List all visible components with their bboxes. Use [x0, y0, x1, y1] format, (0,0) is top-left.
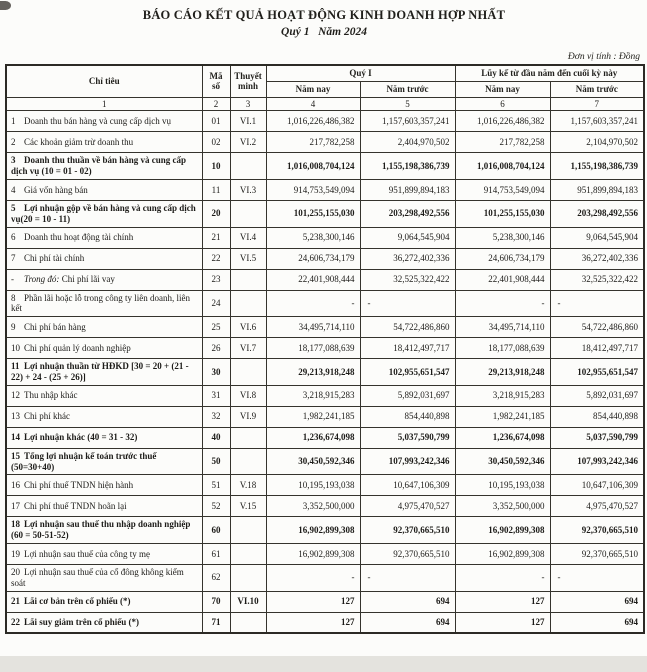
row-label-text: Chi phí quản lý doanh nghiệp — [24, 342, 131, 353]
row-value: 127 — [455, 591, 550, 612]
row-label — [6, 132, 202, 153]
row-value: 854,440,898 — [550, 406, 644, 427]
row-value: 914,753,549,094 — [266, 179, 360, 200]
row-note: VI.8 — [230, 385, 266, 406]
row-code: 01 — [202, 111, 230, 132]
row-value: 1,016,008,704,124 — [266, 153, 360, 180]
row-code: 50 — [202, 448, 230, 475]
row-label-text: Doanh thu bán hàng và cung cấp dịch vụ — [24, 115, 171, 126]
row-value: 107,993,242,346 — [550, 448, 644, 475]
row-note — [230, 427, 266, 448]
row-number: 4 — [11, 184, 16, 195]
row-code: 11 — [202, 179, 230, 200]
row-value: 29,213,918,248 — [455, 359, 550, 386]
table-row — [6, 496, 644, 517]
row-number: 8 — [11, 292, 16, 303]
row-value: 24,606,734,179 — [266, 248, 360, 269]
income-statement-table — [5, 64, 645, 634]
row-code: 10 — [202, 153, 230, 180]
row-label — [6, 179, 202, 200]
row-note — [230, 359, 266, 386]
row-value: 694 — [550, 591, 644, 612]
row-value: 92,370,665,510 — [550, 543, 644, 564]
row-code: 22 — [202, 248, 230, 269]
row-label — [6, 290, 202, 317]
row-number: 13 — [11, 411, 20, 422]
row-note: V.18 — [230, 475, 266, 496]
row-code: 20 — [202, 200, 230, 227]
row-label-text: Lãi cơ bản trên cổ phiếu (*) — [24, 596, 131, 607]
row-value: 36,272,402,336 — [550, 248, 644, 269]
row-code: 24 — [202, 290, 230, 317]
row-label — [6, 475, 202, 496]
row-note: VI.1 — [230, 111, 266, 132]
row-label-text: Chi phí thuế TNDN hoãn lại — [24, 500, 127, 511]
row-code: 70 — [202, 591, 230, 612]
row-value: 5,238,300,146 — [455, 227, 550, 248]
table-row — [6, 612, 644, 633]
row-value: 34,495,714,110 — [455, 317, 550, 338]
table-row — [6, 111, 644, 132]
column-number: 5 — [360, 97, 455, 111]
header-prior-year-quarter: Năm trước — [360, 81, 455, 97]
row-value: 18,177,088,639 — [266, 338, 360, 359]
header-criteria: Chỉ tiêu — [6, 65, 202, 97]
row-value: 5,238,300,146 — [266, 227, 360, 248]
row-number: 7 — [11, 253, 16, 264]
row-value: - — [455, 564, 550, 591]
row-value: 4,975,470,527 — [550, 496, 644, 517]
header-current-year-cumulative: Năm nay — [455, 81, 550, 97]
row-value: 92,370,665,510 — [360, 543, 455, 564]
row-number: 10 — [11, 342, 20, 353]
row-label — [6, 317, 202, 338]
row-value: 203,298,492,556 — [360, 200, 455, 227]
row-value: 3,352,500,000 — [266, 496, 360, 517]
row-code: 23 — [202, 269, 230, 290]
row-value: 102,955,651,547 — [550, 359, 644, 386]
row-label-text: Chi phí tài chính — [24, 253, 85, 264]
row-label — [6, 227, 202, 248]
row-number: 6 — [11, 232, 16, 243]
table-row — [6, 248, 644, 269]
row-number: 9 — [11, 321, 16, 332]
row-label — [6, 269, 202, 290]
row-label-text: Doanh thu thuần về bán hàng và cung cấp dịch vụ (10 = 01 - 02) — [11, 155, 187, 177]
row-label-text: Thu nhập khác — [24, 390, 78, 401]
row-number: 19 — [11, 548, 20, 559]
row-label-text: Giá vốn hàng bán — [24, 184, 88, 195]
table-row — [6, 448, 644, 475]
row-label-text: Chi phí bán hàng — [24, 321, 86, 332]
row-value: 217,782,258 — [266, 132, 360, 153]
row-code: 21 — [202, 227, 230, 248]
row-label-text: Lợi nhuận gộp về bán hàng và cung cấp dịch vụ(20 = 10 - 11) — [11, 202, 196, 224]
row-note — [230, 612, 266, 633]
row-note: VI.4 — [230, 227, 266, 248]
row-value: 951,899,894,183 — [360, 179, 455, 200]
table-row — [6, 591, 644, 612]
row-note: V.15 — [230, 496, 266, 517]
table-row — [6, 564, 644, 591]
row-label-text: Lợi nhuận thuần từ HĐKD [30 = 20 + (21 - 22) + 24 - (25 + 26)] — [11, 361, 189, 382]
table-row — [6, 179, 644, 200]
row-label — [6, 248, 202, 269]
row-value: 3,352,500,000 — [455, 496, 550, 517]
header-code: Mã số — [202, 65, 230, 97]
row-value: 3,218,915,283 — [266, 385, 360, 406]
row-value: 34,495,714,110 — [266, 317, 360, 338]
table-row — [6, 427, 644, 448]
row-note — [230, 448, 266, 475]
row-note — [230, 543, 266, 564]
row-code: 25 — [202, 317, 230, 338]
row-value: 1,157,603,357,241 — [360, 111, 455, 132]
row-value: 16,902,899,308 — [266, 517, 360, 544]
row-value: 10,647,106,309 — [550, 475, 644, 496]
column-number: 3 — [230, 97, 266, 111]
row-value: 1,236,674,098 — [455, 427, 550, 448]
row-value: 30,450,592,346 — [266, 448, 360, 475]
row-number: 3 — [11, 155, 16, 166]
row-number: 1 — [11, 115, 16, 126]
row-value: 1,157,603,357,241 — [550, 111, 644, 132]
row-label-text: Tổng lợi nhuận kế toán trước thuế (50=30+40) — [11, 450, 157, 472]
table-row — [6, 290, 644, 317]
row-value: 10,647,106,309 — [360, 475, 455, 496]
row-note: VI.2 — [230, 132, 266, 153]
row-label-text: Các khoản giảm trừ doanh thu — [24, 136, 134, 147]
row-value: - — [455, 290, 550, 317]
row-code: 61 — [202, 543, 230, 564]
row-number: 18 — [11, 519, 20, 530]
scan-bottom-margin — [0, 656, 647, 672]
row-label-text: Doanh thu hoạt động tài chính — [24, 232, 134, 243]
table-row — [6, 475, 644, 496]
row-label — [6, 543, 202, 564]
row-value: 1,016,226,486,382 — [455, 111, 550, 132]
row-number: 21 — [11, 596, 20, 607]
row-value: 4,975,470,527 — [360, 496, 455, 517]
row-value: 16,902,899,308 — [455, 517, 550, 544]
row-label-text: Lợi nhuận sau thuế của công ty mẹ — [24, 548, 150, 559]
row-note: VI.9 — [230, 406, 266, 427]
row-number: 15 — [11, 450, 20, 461]
row-value: 92,370,665,510 — [550, 517, 644, 544]
row-value: 32,525,322,422 — [360, 269, 455, 290]
table-row — [6, 200, 644, 227]
row-code: 26 — [202, 338, 230, 359]
row-number: 22 — [11, 616, 20, 627]
unit-label: Đơn vị tính : Đồng — [567, 52, 640, 62]
row-value: 36,272,402,336 — [360, 248, 455, 269]
row-value: 3,218,915,283 — [455, 385, 550, 406]
table-row — [6, 153, 644, 180]
report-title: BÁO CÁO KẾT QUẢ HOẠT ĐỘNG KINH DOANH HỢP NHẤT — [142, 8, 506, 22]
header-prior-year-cumulative: Năm trước — [550, 81, 644, 97]
table-header — [6, 65, 644, 111]
row-value: 694 — [360, 612, 455, 633]
row-value: 127 — [455, 612, 550, 633]
row-value: 127 — [266, 591, 360, 612]
row-label — [6, 359, 202, 386]
row-code: 60 — [202, 517, 230, 544]
row-label — [6, 591, 202, 612]
row-value: 18,412,497,717 — [360, 338, 455, 359]
row-code: 32 — [202, 406, 230, 427]
row-label-text: Chi phí thuế TNDN hiện hành — [24, 479, 134, 490]
row-value: 9,064,545,904 — [360, 227, 455, 248]
row-value: 101,255,155,030 — [266, 200, 360, 227]
table-row — [6, 359, 644, 386]
table-row — [6, 269, 644, 290]
column-number-row — [6, 97, 644, 111]
table-row — [6, 517, 644, 544]
row-code: 30 — [202, 359, 230, 386]
row-value: 1,155,198,386,739 — [360, 153, 455, 180]
row-number: - — [11, 274, 14, 285]
row-value: 694 — [550, 612, 644, 633]
row-value: - — [266, 564, 360, 591]
row-value: 1,982,241,185 — [455, 406, 550, 427]
row-value: 5,892,031,697 — [550, 385, 644, 406]
header-current-year-quarter: Năm nay — [266, 81, 360, 97]
row-code: 02 — [202, 132, 230, 153]
row-label-text: Lợi nhuận khác (40 = 31 - 32) — [24, 432, 138, 443]
row-value: 2,104,970,502 — [550, 132, 644, 153]
row-value: 1,982,241,185 — [266, 406, 360, 427]
row-value: - — [550, 564, 644, 591]
row-label — [6, 427, 202, 448]
row-value: - — [266, 290, 360, 317]
row-code: 62 — [202, 564, 230, 591]
row-value: 5,892,031,697 — [360, 385, 455, 406]
table-row — [6, 227, 644, 248]
row-value: 30,450,592,346 — [455, 448, 550, 475]
row-label — [6, 111, 202, 132]
row-label-text: Chi phí lãi vay — [61, 274, 115, 285]
table-row — [6, 385, 644, 406]
row-note: VI.6 — [230, 317, 266, 338]
table-row — [6, 132, 644, 153]
row-value: 102,955,651,547 — [360, 359, 455, 386]
row-label-text: Lợi nhuận sau thuế thu nhập doanh nghiệp (60 = 50-51-52) — [11, 519, 191, 541]
row-value: 16,902,899,308 — [455, 543, 550, 564]
scan-artifact — [0, 1, 11, 10]
row-label — [6, 564, 202, 591]
row-value: 1,155,198,386,739 — [550, 153, 644, 180]
row-value: 951,899,894,183 — [550, 179, 644, 200]
row-number: 20 — [11, 566, 20, 577]
column-number: 6 — [455, 97, 550, 111]
row-code: 40 — [202, 427, 230, 448]
row-number: 16 — [11, 479, 20, 490]
table-row — [6, 338, 644, 359]
row-value: 2,404,970,502 — [360, 132, 455, 153]
row-note — [230, 200, 266, 227]
row-note — [230, 153, 266, 180]
row-value: 24,606,734,179 — [455, 248, 550, 269]
row-number: 5 — [11, 202, 16, 213]
row-number: 12 — [11, 390, 20, 401]
header-quarter-group: Quý I — [266, 65, 455, 81]
column-number: 1 — [6, 97, 202, 111]
row-value: 854,440,898 — [360, 406, 455, 427]
row-value: 203,298,492,556 — [550, 200, 644, 227]
row-label — [6, 612, 202, 633]
row-value: 22,401,908,444 — [266, 269, 360, 290]
row-value: 1,236,674,098 — [266, 427, 360, 448]
row-value: 217,782,258 — [455, 132, 550, 153]
row-label — [6, 385, 202, 406]
row-value: 101,255,155,030 — [455, 200, 550, 227]
row-code: 31 — [202, 385, 230, 406]
row-note: VI.5 — [230, 248, 266, 269]
row-value: 54,722,486,860 — [360, 317, 455, 338]
row-value: 18,412,497,717 — [550, 338, 644, 359]
row-number: 17 — [11, 500, 20, 511]
row-note — [230, 269, 266, 290]
row-code: 71 — [202, 612, 230, 633]
row-value: 1,016,008,704,124 — [455, 153, 550, 180]
row-value: - — [360, 564, 455, 591]
row-code: 52 — [202, 496, 230, 517]
row-value: 22,401,908,444 — [455, 269, 550, 290]
header-note: Thuyết minh — [230, 65, 266, 97]
report-subtitle: Quý 1 Năm 2024 — [281, 26, 367, 38]
row-value: 914,753,549,094 — [455, 179, 550, 200]
row-value: 10,195,193,038 — [266, 475, 360, 496]
column-number: 4 — [266, 97, 360, 111]
column-number: 2 — [202, 97, 230, 111]
row-label — [6, 448, 202, 475]
row-value: 127 — [266, 612, 360, 633]
row-value: 5,037,590,799 — [550, 427, 644, 448]
row-label — [6, 517, 202, 544]
row-number: 2 — [11, 136, 16, 147]
row-value: - — [360, 290, 455, 317]
row-label — [6, 338, 202, 359]
column-number: 7 — [550, 97, 644, 111]
header-cumulative-group: Lũy kế từ đầu năm đến cuối kỳ này — [455, 65, 644, 81]
row-value: 1,016,226,486,382 — [266, 111, 360, 132]
row-value: 54,722,486,860 — [550, 317, 644, 338]
row-label — [6, 153, 202, 180]
row-value: 29,213,918,248 — [266, 359, 360, 386]
row-value: 107,993,242,346 — [360, 448, 455, 475]
row-note: VI.7 — [230, 338, 266, 359]
table-row — [6, 406, 644, 427]
row-label — [6, 200, 202, 227]
row-note: VI.3 — [230, 179, 266, 200]
table-row — [6, 543, 644, 564]
row-value: 32,525,322,422 — [550, 269, 644, 290]
row-label — [6, 406, 202, 427]
row-label-text: Phần lãi hoặc lỗ trong công ty liên doanh, liên kết — [11, 292, 190, 314]
row-label-italic: Trong đó: — [24, 274, 62, 285]
row-label-text: Lãi suy giảm trên cổ phiếu (*) — [24, 616, 140, 627]
table-row — [6, 317, 644, 338]
row-label-text: Chi phí khác — [24, 411, 70, 422]
row-value: 10,195,193,038 — [455, 475, 550, 496]
row-note — [230, 564, 266, 591]
row-label-text: Lợi nhuận sau thuế của cổ đông không kiểm soát — [11, 566, 184, 588]
table-body — [6, 111, 644, 633]
row-note: VI.10 — [230, 591, 266, 612]
row-note — [230, 290, 266, 317]
row-value: 9,064,545,904 — [550, 227, 644, 248]
row-value: 92,370,665,510 — [360, 517, 455, 544]
row-number: 11 — [11, 361, 20, 372]
row-value: 694 — [360, 591, 455, 612]
row-value: 18,177,088,639 — [455, 338, 550, 359]
row-value: 16,902,899,308 — [266, 543, 360, 564]
row-note — [230, 517, 266, 544]
row-number: 14 — [11, 432, 20, 443]
row-value: - — [550, 290, 644, 317]
row-value: 5,037,590,799 — [360, 427, 455, 448]
row-label — [6, 496, 202, 517]
row-code: 51 — [202, 475, 230, 496]
